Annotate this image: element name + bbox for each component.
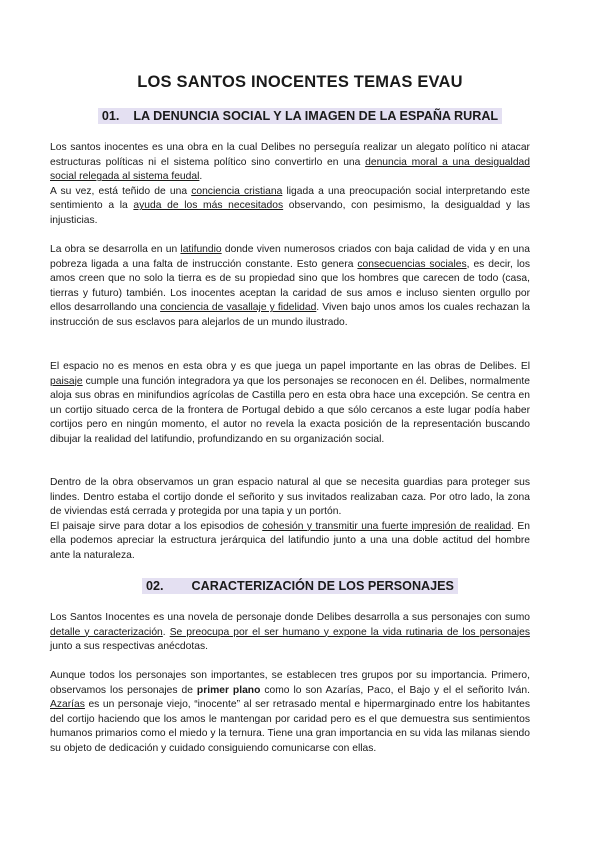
underlined-phrase: detalle y caracterización xyxy=(50,626,163,638)
underlined-phrase: latifundio xyxy=(180,244,222,255)
section-number: 01. xyxy=(101,109,120,123)
paragraph xyxy=(50,141,530,229)
paragraph xyxy=(50,360,530,448)
text-run: donde viven numerosos criados con baja calidad de vida y en una pobreza ligada a una falta de instrucción constante. Esto genera xyxy=(50,244,530,270)
text-run: . xyxy=(199,171,203,183)
text-run: La obra se desarrolla en un xyxy=(50,244,181,255)
section-heading-highlight xyxy=(98,108,502,124)
underlined-phrase: consecuencias sociales xyxy=(357,258,467,270)
document-title: LOS SANTOS INOCENTES TEMAS EVAU xyxy=(137,73,463,91)
text-run: . xyxy=(162,626,170,638)
text-run: Aunque todos los personajes son importantes, se establecen tres grupos por su importancia. Primero, observamos los personajes de xyxy=(50,670,530,696)
text-run: ligada a una preocupación social interpretando este sentimiento a la xyxy=(50,185,530,212)
underlined-phrase: denuncia moral a una desigualdad social relegada al sistema feudal xyxy=(50,156,530,183)
underlined-phrase: ayuda de los más necesitados xyxy=(133,200,284,212)
text-run: . En ella podemos apreciar la estructura jerárquica del latifundio junto a una una doble actitud del hombre ante la naturaleza. xyxy=(50,520,531,561)
text-run: observando, con pesimismo, la desigualdad y las injusticias. xyxy=(50,200,530,226)
section-heading-2 xyxy=(0,579,600,593)
underlined-phrase: conciencia de vasallaje y fidelidad xyxy=(160,302,317,314)
section-heading-highlight xyxy=(142,578,458,594)
text-run: El espacio no es menos en esta obra y es que juega un papel importante en las obras de Delibes. El xyxy=(50,361,530,372)
text-run: Los santos inocentes es una obra en la cual Delibes no perseguía realizar un alegato político ni atacar estructuras políticas ni el sistema político sino convertirlo en una xyxy=(50,142,530,168)
text-run: , es decir, los amos creen que no solo la tierra es de su propiedad sino que los hombres que carecen de todo (casa, tierras y futuro) también. Los inocentes aceptan la caridad de sus amos e incluso sienten orgullo por ellos desarrollando una xyxy=(50,258,530,314)
paragraph xyxy=(50,669,530,757)
text-run: cumple una función integradora ya que los personajes se reconocen en él. Delibes, normalmente aloja sus obras en minifundios agrícolas de Castilla pero en esta obra hace una excepción. Se centra en un cortijo situado cerca de la frontera de Portugal debido a que sólo cercanos a este lugar podía haber cortijos pero en ningún momento, el autor no revela la exacta posición de la representación buscando dibujar la realidad del latifundio, profundizando en su organización social. xyxy=(50,375,530,445)
section-title: LA DENUNCIA SOCIAL Y LA IMAGEN DE LA ESPAÑA RURAL xyxy=(133,109,499,123)
underlined-phrase: Se preocupa por el ser humano y expone la vida rutinaria de los personajes xyxy=(169,626,530,638)
text-run: es un personaje viejo, “inocente” al ser retrasado mental e hipermarginado entre los habitantes del cortijo haciendo que los amos le mantengan por caridad pero es el que demuestra sus sentimientos humanos primarios como el miedo y la ternura. Tiene una gran importancia en su vida las milanas siendo su objeto de dedicación y cuidado consiguiendo comunicarse con ellas. xyxy=(50,699,530,754)
text-run: Dentro de la obra observamos un gran espacio natural al que se necesita guardias para proteger sus lindes. Dentro estaba el cortijo donde el señorito y sus invitados realizaban caza. Por otro lado, la zona de viviendas está cerrada y protegida por una tapia y un portón. xyxy=(50,477,530,518)
underlined-phrase: paisaje xyxy=(50,375,83,387)
section-title: CARACTERIZACIÓN DE LOS PERSONAJES xyxy=(191,579,454,593)
text-run: El paisaje sirve para dotar a los episodios de xyxy=(50,520,263,532)
section-number: 02. xyxy=(146,579,164,593)
section-heading-1 xyxy=(0,109,600,123)
text-run: Los Santos Inocentes es una novela de personaje donde Delibes desarrolla a sus personajes con sumo xyxy=(50,612,530,623)
bold-phrase: primer plano xyxy=(196,684,261,696)
text-run: como lo son Azarías, Paco, el Bajo y el el señorito Iván. xyxy=(260,684,530,696)
paragraph xyxy=(50,611,530,655)
text-run: junto a sus respectivas anécdotas. xyxy=(50,641,208,653)
text-run: A su vez, está teñido de una xyxy=(50,185,192,197)
underlined-phrase: Azarías xyxy=(50,699,85,711)
text-run: . Viven bajo unos amos los cuales rechazan la instrucción de sus esclavos para alejarlos de un mundo ilustrado. xyxy=(50,302,530,328)
paragraph xyxy=(50,243,530,331)
underlined-phrase: conciencia cristiana xyxy=(191,185,283,197)
underlined-phrase: cohesión y transmitir una fuerte impresión de realidad xyxy=(262,520,512,532)
paragraph xyxy=(50,476,530,564)
